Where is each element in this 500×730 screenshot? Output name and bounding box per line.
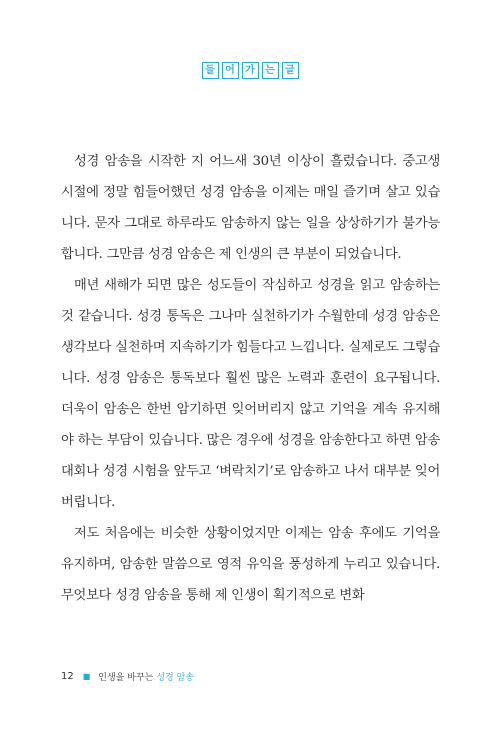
title-char-box: 글	[282, 62, 299, 79]
separator-square-icon: ■	[82, 672, 91, 681]
book-title: 인생을 바꾸는	[98, 673, 154, 683]
title-char-box: 들	[202, 62, 219, 79]
book-title-accent: 성경 암송	[156, 673, 194, 683]
paragraph: 저도 처음에는 비슷한 상황이었지만 이제는 암송 후에도 기억을 유지하며, 암송한 말씀으로 영적 유익을 풍성하게 누리고 있습니다. 무엇보다 성경 암송을 통해 제 인생이 획기적으로 변화	[61, 526, 440, 603]
paragraph: 매년 새해가 되면 많은 성도들이 작심하고 성경을 읽고 암송하는 것 같습니다. 성경 통독은 그나마 실천하기가 수월한데 성경 암송은 생각보다 실천하며 지속하기가 힘들다고 느낍니다. 실제로도 그렇습니다. 성경 암송은 통독보다 훨씬 많은 노력과 훈련이 요구됩니다. 더욱이 암송은 한번 암기하면 잊어버리지 않고 기억을 계속 유지해야 하는 부담이 있습니다. 많은 경우에 성경을 암송한다고 하면 암송대회나 성경 시험을 앞두고 ‘벼락치기’로 암송하고 나서 대부분 잊어버립니다.	[61, 278, 440, 510]
page-footer	[61, 670, 194, 683]
title-char-box: 가	[242, 62, 259, 79]
title-char-box: 는	[262, 62, 279, 79]
body-text	[61, 146, 440, 611]
paragraph: 성경 암송을 시작한 지 어느새 30년 이상이 흘렀습니다. 중고생 시절에 정말 힘들어했던 성경 암송을 이제는 매일 즐기며 살고 있습니다. 문자 그대로 하루라도 암송하지 않는 일을 상상하기가 불가능합니다. 그만큼 성경 암송은 제 인생의 큰 부분이 되었습니다.	[61, 154, 440, 262]
page-number: 12	[61, 671, 74, 682]
chapter-title	[0, 62, 500, 79]
title-char-box: 어	[222, 62, 239, 79]
